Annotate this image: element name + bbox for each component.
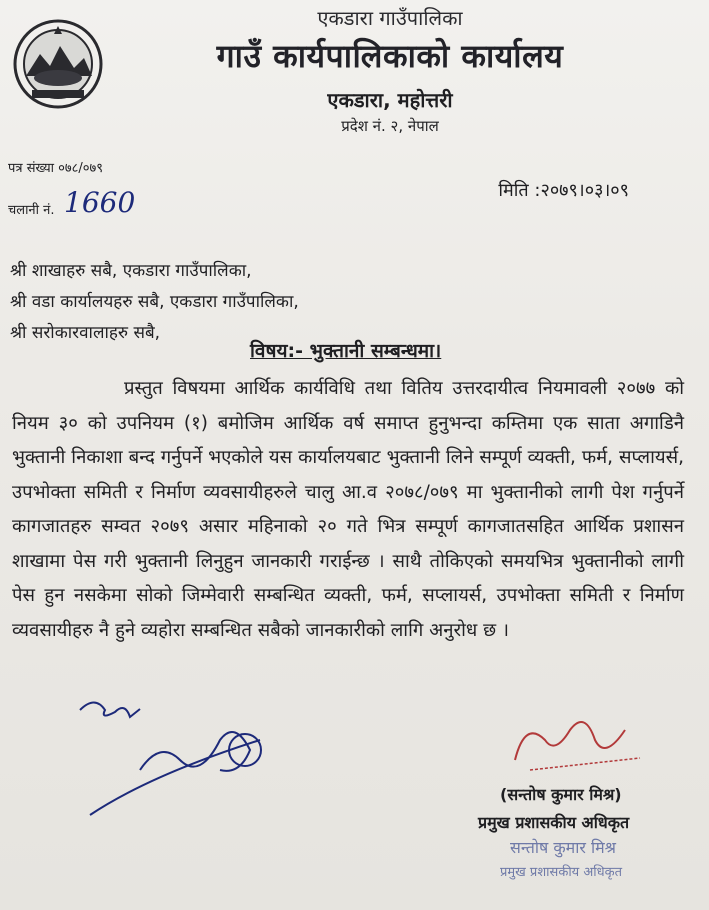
office-location: एकडारा, महोत्तरी xyxy=(327,88,453,112)
body-text: प्रस्तुत विषयमा आर्थिक कार्यविधि तथा वितिय उत्तरदायीत्व नियमावली २०७७ को नियम ३० को उपनियम (१) बमोजिम आर्थिक वर्ष समाप्त हुनुभन्दा कम्तिमा एक साता अगाडिनै भुक्तानी निकाशा बन्द गर्नुपर्ने भएकोले यस कार्यालयबाट भुक्तानी लिने सम्पूर्ण व्यक्ती, फर्म, सप्लायर्स, उपभोक्ता समिती र निर्माण व्यवसायीहरुले चालु आ.व २०७८/०७९ मा भुक्तानीको लागी पेश गर्नुपर्ने कागजातहरु सम्वत २०७९ असार महिनाको २० गते भित्र सम्पूर्ण कागजातसहित आर्थिक प्रशासन शाखामा पेस गरी भुक्तानी लिनुहुन जानकारी गराईन्छ । साथै तोकिएको समयभित्र भुक्तानीको लागी पेस हुन नसकेमा सोको जिम्मेवारी सम्बन्धित व्यक्ती, फर्म, सप्लायर्स, उपभोक्ता समिती र निर्माण व्यवसायीहरु नै हुने व्यहोरा सम्बन्धित सबैको जानकारीको लागि अनुरोध छ । xyxy=(12,378,684,641)
municipality-name: एकडारा गाउँपालिका xyxy=(317,6,463,30)
letter-date: मिति :२०७९।०३।०९ xyxy=(498,180,629,201)
initials-signature-icon xyxy=(70,690,290,830)
recipient-line: श्री शाखाहरु सबै, एकडारा गाउँपालिका, xyxy=(10,261,252,281)
subject-line: विषय:- भुक्तानी सम्बन्धमा। xyxy=(250,340,442,362)
province-line: प्रदेश नं. २, नेपाल xyxy=(341,117,439,135)
recipient-line: श्री सरोकारवालाहरु सबै, xyxy=(10,323,161,343)
dispatch-number: 1660 xyxy=(64,186,136,219)
recipient-list xyxy=(10,256,299,349)
municipality-seal-icon xyxy=(12,18,104,110)
stamp-title: प्रमुख प्रशासकीय अधिकृत xyxy=(500,865,623,880)
officer-signature-icon xyxy=(500,715,660,785)
signatory-name: (सन्तोष कुमार मिश्र) xyxy=(500,785,622,804)
office-title: गाउँ कार्यपालिकाको कार्यालय xyxy=(216,37,564,75)
stamp-name: सन्तोष कुमार मिश्र xyxy=(510,838,617,857)
recipient-line: श्री वडा कार्यालयहरु सबै, एकडारा गाउँपालिका, xyxy=(10,292,299,312)
body-paragraph xyxy=(12,372,684,648)
reference-number: पत्र संख्या ०७८/०७९ xyxy=(8,161,104,176)
dispatch-label: चलानी नं. xyxy=(8,203,55,218)
signatory-title: प्रमुख प्रशासकीय अधिकृत xyxy=(478,813,630,832)
